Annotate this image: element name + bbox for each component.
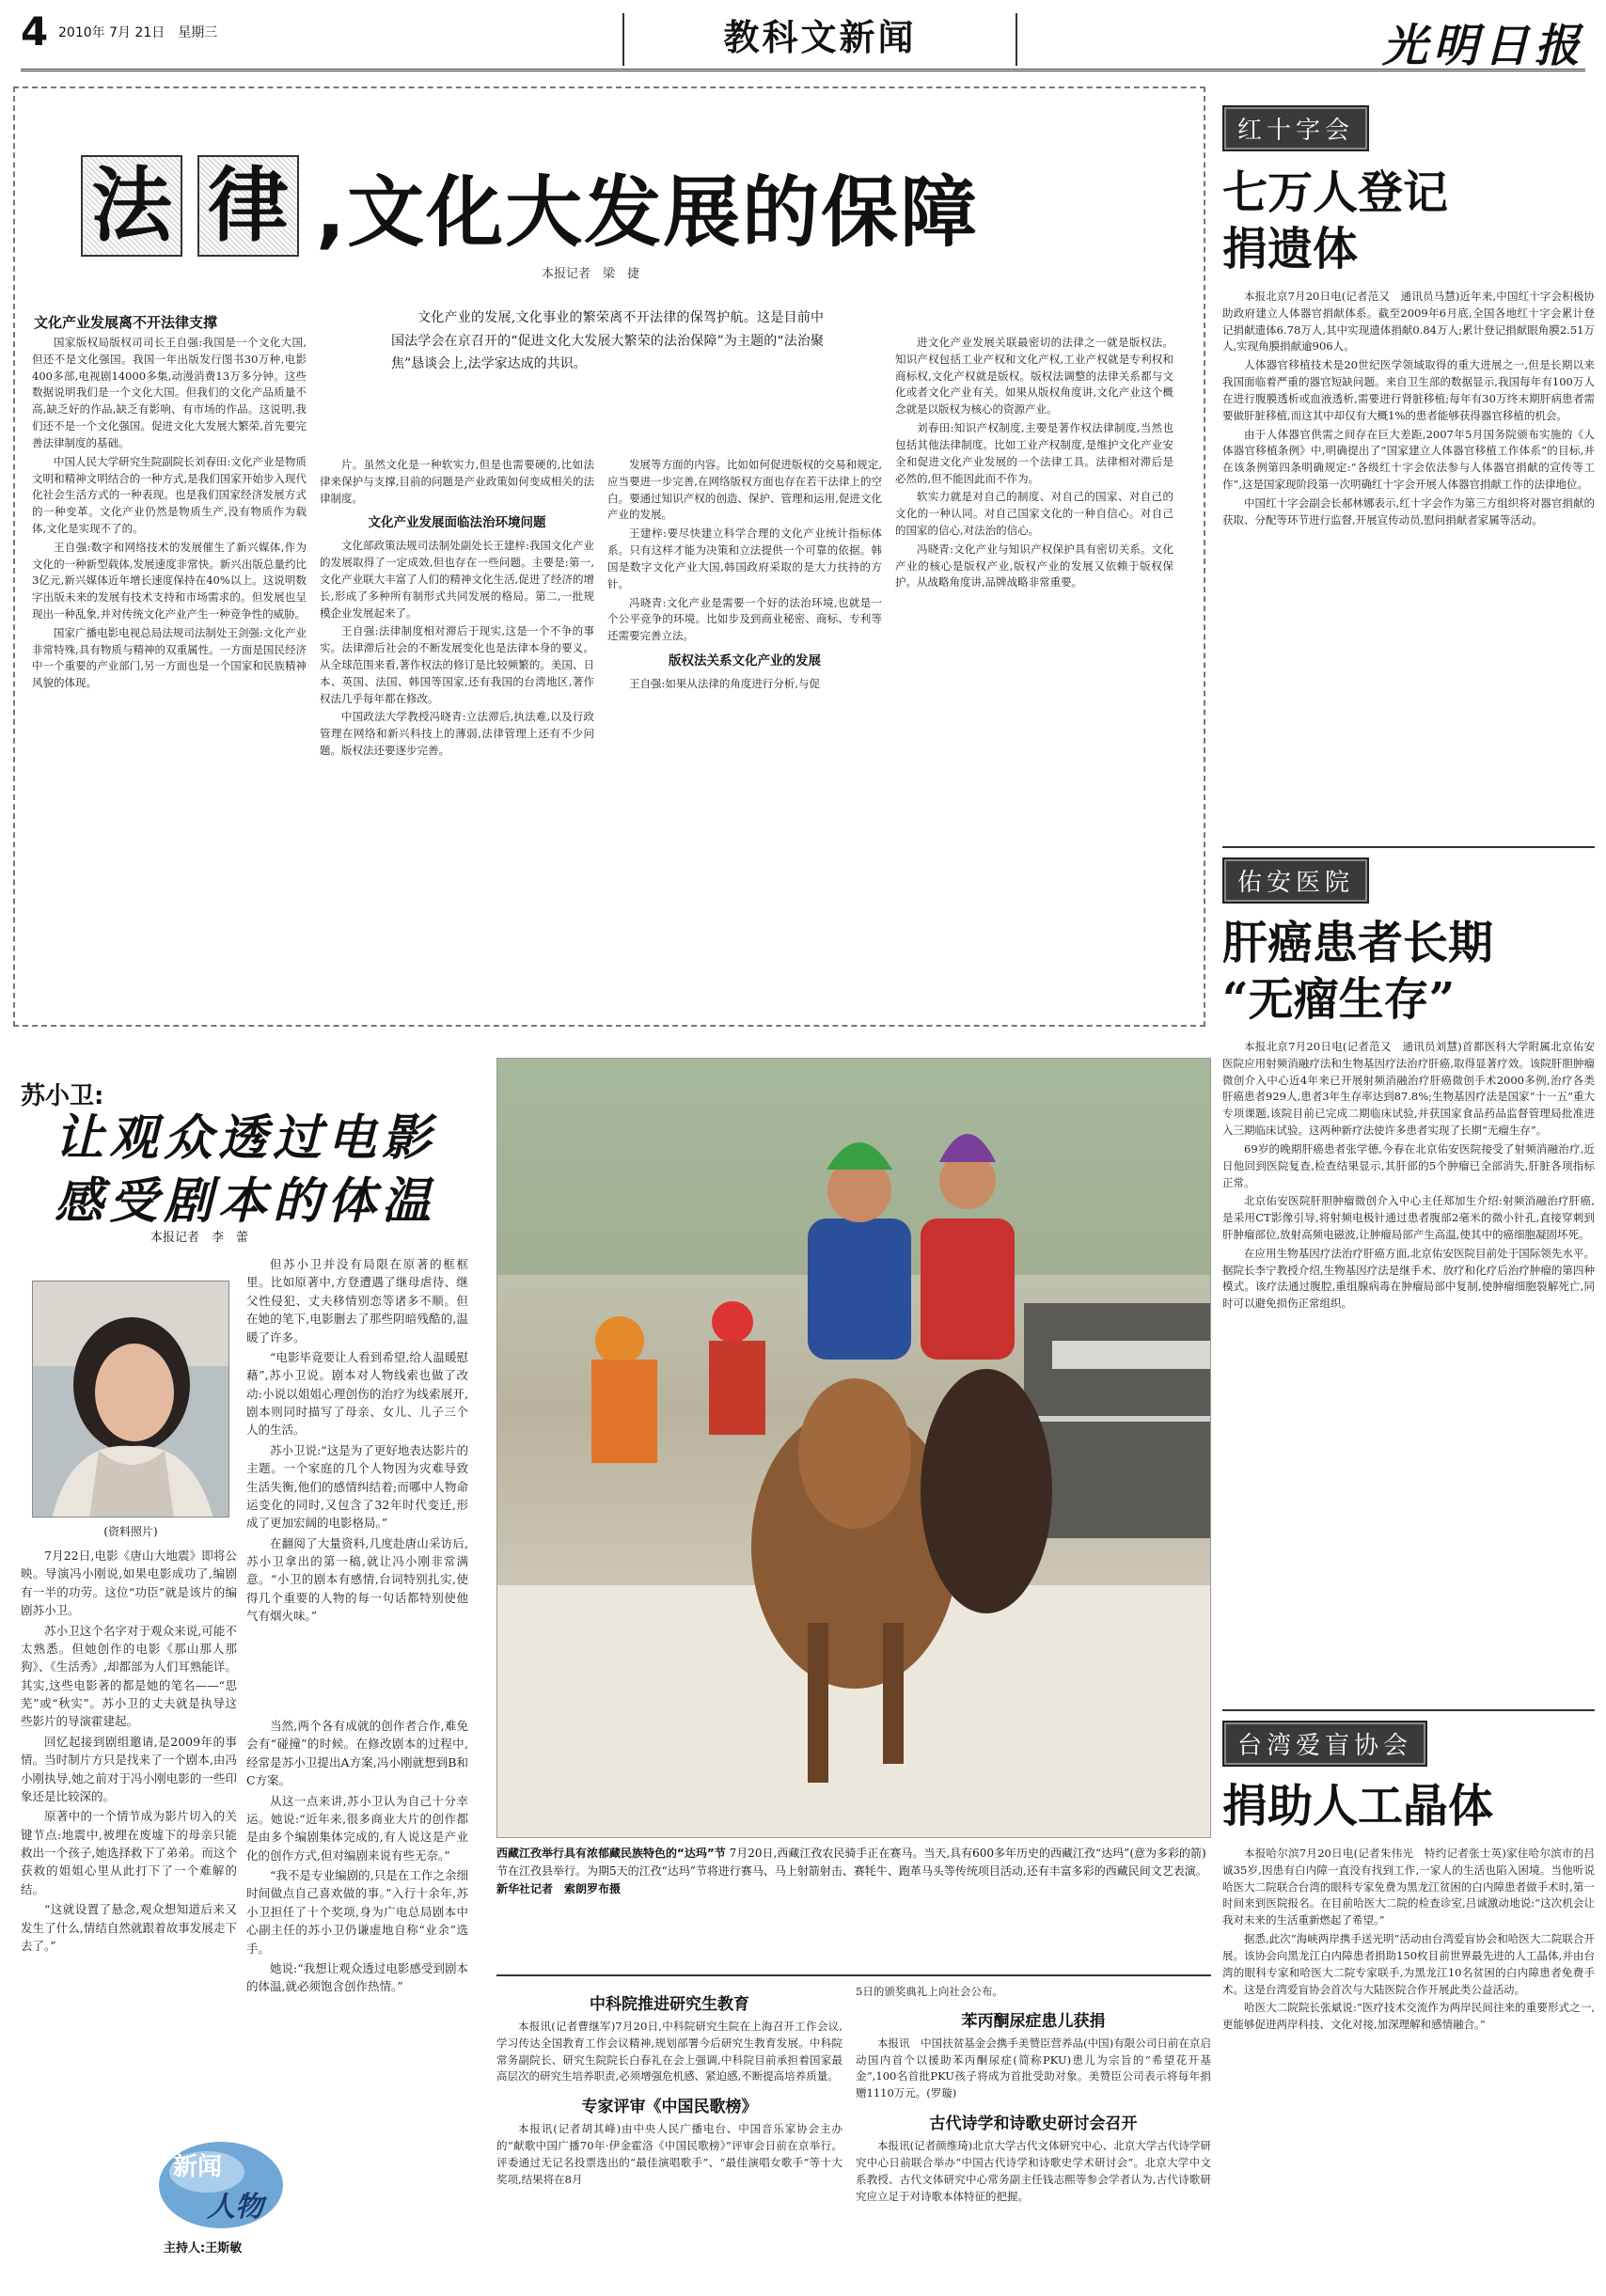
headline-line: 七万人登记 xyxy=(1222,166,1449,219)
article-liver-cancer xyxy=(1222,1039,1595,1313)
paragraph: 王自强:法律制度相对滞后于现实,这是一个不争的事实。法律滞后社会的不断发展变化也是法律本身的要义。从全球范围来看,著作权法的修订是比较频繁的。美国、日本、英国、法国、韩国等国家,还有我国的台湾地区,著作权法几乎每年都在修改。 xyxy=(320,624,594,705)
headline-liver-cancer xyxy=(1222,915,1595,1028)
feature-kicker: 苏小卫: xyxy=(21,1082,104,1110)
headline-text: ,文化大发展的保障 xyxy=(316,167,980,258)
brief-title: 专家评审《中国民歌榜》 xyxy=(581,2098,758,2117)
paragraph: 中国人民大学研究生院副院长刘春田:文化产业是物质文明和精神文明结合的一种方式,是我们国家开始步入现代化社会生活方式的一种表现。也是我们国家经济发展方式的一种变革。文化产业仍然是物质生产,没有物质作为载体,文化是实现不了的。 xyxy=(32,454,307,535)
headline-line: 肝癌患者长期 xyxy=(1222,917,1494,969)
right-column-3 xyxy=(1222,1709,1595,2036)
right-column-2 xyxy=(1222,846,1595,1314)
headline-line: “无瘤生存” xyxy=(1222,973,1456,1026)
portrait-caption: (资料照片) xyxy=(103,1525,158,1538)
article-lens-donation xyxy=(1222,1846,1595,2034)
paragraph: 软实力就是对自己的制度、对自己的国家、对自己的文化的一种认同。对自己国家文化的一种自信心。对自己的国家的信心,对法治的信心。 xyxy=(895,490,1173,537)
headline-lens-donation xyxy=(1222,1778,1595,1834)
paragraph: 在应用生物基因疗法治疗肝癌方面,北京佑安医院目前处于国际领先水平。据院长李宁教授介绍,生物基因疗法是继手术、放疗和化疗后治疗肿瘤的第四种模式。该疗法通过腹腔,重组腺病毒在肿瘤局部中复制,使肿瘤细胞裂解死亡,同时可以避免损伤正常组织。 xyxy=(1222,1246,1595,1311)
lead-subhead-3: 版权法关系文化产业的发展 xyxy=(669,653,821,668)
feature-byline: 本报记者 李 蕾 xyxy=(150,1231,249,1245)
brief-body: 本报讯(记者颜维琦)北京大学古代文体研究中心、北京大学古代诗学研究中心日前联合举办“中国古代诗学和诗歌史学术研讨会”。北京大学中文系教授、古代文体研究中心常务副主任钱志熙等参会学者认为,古代诗歌研究应立足于对诗歌本体特征的把握。 xyxy=(856,2139,1211,2203)
paragraph: 片。虽然文化是一种软实力,但是也需要硬的,比如法律来保护与支撑,目前的问题是产业政策如何变成相关的法律制度。 xyxy=(320,458,594,505)
section-tag-red-cross: 红十字会 xyxy=(1222,105,1369,151)
headline-char-fa: 法 xyxy=(81,155,182,257)
portrait-image xyxy=(33,1282,229,1518)
divider xyxy=(496,1974,1211,1976)
photo-caption-text: 7月20日,西藏江孜农民骑手正在赛马。当天,具有600多年历史的西藏江孜“达玛”(意为多彩的箭)节在江孜县举行。为期5天的江孜“达玛”节将进行赛马、马上射箭射击、赛牦牛、跑革马头等传统项目活动,还有丰富多彩的西藏民间文艺表演。 xyxy=(496,1847,1207,1879)
brief-title: 中科院推进研究生教育 xyxy=(590,1995,749,2014)
lead-subhead-2: 文化产业发展面临法治环境问题 xyxy=(368,515,546,531)
lead-article xyxy=(13,86,1205,1027)
paragraph: 原著中的一个情节成为影片切入的关键节点:地震中,被埋在废墟下的母亲只能救出一个孩子,她选择救下了弟弟。而这个获救的姐姐心里从此打下了一个难解的结。 xyxy=(21,1809,237,1896)
paragraph: 冯晓青:文化产业与知识产权保护具有密切关系。文化产业的核心是版权产业,版权产业的发展又依赖于版权保护。从战略角度讲,品牌战略非常重要。 xyxy=(895,542,1173,590)
paragraph: 当然,两个各有成就的创作者合作,难免会有“碰撞”的时候。在修改剧本的过程中,经常是苏小卫提出A方案,冯小刚就想到B和C方案。 xyxy=(246,1719,468,1788)
paragraph: 发展等方面的内容。比如如何促进版权的交易和规定,应当要进一步完善,在网络版权方面也存在若干法律上的空白。要通过知识产权的创造、保护、管理和运用,促进文化产业的发展。 xyxy=(607,458,882,522)
news-people-logo xyxy=(150,2127,291,2258)
paragraph: 王自强:数字和网络技术的发展催生了新兴媒体,作为文化的一种新型载体,发展速度非常快。新兴出版总量约比3亿元,新兴媒体近年增长速度保持在40%以上。这说明数字出版未来的发展有技术支持和市场需求的。但发展也呈现出一种乱象,并对传统文化产业产生一种竞争性的威胁。 xyxy=(32,540,307,621)
paragraph: 苏小卫说:“这是为了更好地表达影片的主题。一个家庭的几个人物因为灾难导致生活失衡,他们的感情纠结着;而哪中人物命运变化的同时,又包含了32年时代变迁,形成了更加宏阔的电影格局。” xyxy=(246,1442,468,1531)
photo-credit: 新华社记者 索朗罗布摄 xyxy=(496,1882,622,1896)
lead-column-3 xyxy=(607,457,882,695)
brief-body: 本报讯 中国扶贫基金会携手美赞臣营养品(中国)有限公司日前在京启动国内首个以援助苯丙酮尿症(简称PKU)患儿为宗旨的“希望花开基金”,100名首批PKU孩子将成为首批受助对象。美赞臣公司表示将每年捐赠1110万元。(罗璇) xyxy=(856,2036,1211,2100)
paragraph: 苏小卫这个名字对于观众来说,可能不太熟悉。但她创作的电影《那山那人那狗》、《生活秀》,却都部为人们耳熟能详。其实,这些电影著的都是她的笔名——“思芜”或“秋实”。苏小卫的丈夫就是执导这些影片的导演霍建起。 xyxy=(21,1623,237,1729)
horse-race-image xyxy=(497,1059,1211,1838)
paragraph: 从这一点来讲,苏小卫认为自己十分幸运。她说:“近年来,很多商业大片的创作都是由多个编剧集体完成的,有人说这是产业化的创作方式,但对编剧来说有些无奈。” xyxy=(246,1793,468,1863)
paragraph: 7月22日,电影《唐山大地震》即将公映。导演冯小刚说,如果电影成功了,编剧有一半的功劳。这位“功臣”就是该片的编剧苏小卫。 xyxy=(21,1549,237,1618)
lead-column-1 xyxy=(32,335,307,694)
feature-column-2 xyxy=(246,1255,468,1628)
headline-line: 捐遗体 xyxy=(1222,223,1359,275)
right-column xyxy=(1222,105,1595,530)
paragraph: 进文化产业发展关联最密切的法律之一就是版权法。知识产权包括工业产权和文化产权,工业产权就是专利权和商标权,文化产权就是版权。版权法调整的法律关系都与文化或者文化产业有关。如果从版权角度讲,文化产业这个概念就是以版权为核心的资源产业。 xyxy=(895,336,1173,417)
newspaper-name: 光明日报 xyxy=(1381,20,1585,72)
paragraph: 中国红十字会副会长郝林娜表示,红十字会作为第三方组织将对器官捐献的获取、分配等环节进行监督,开展宣传动员,慰问捐献者家属等活动。 xyxy=(1222,495,1595,527)
lead-column-2 xyxy=(320,457,594,762)
brief-cas xyxy=(496,1984,842,2189)
horse-race-photo xyxy=(496,1058,1211,1838)
paragraph: 本报哈尔滨7月20日电(记者朱伟光 特约记者张士英)家住哈尔滨市的吕诚35岁,因患有白内障一直没有找到工作,一家人的生活也陷入困境。当他听说哈医大二院联合台湾的眼科专家免费为黑龙江贫困的白内障患者做手术时,第一时间来到医院报名。在目前哈医大二院的检查诊室,吕诚激动地说:“这次机会让我对未来的生活重新燃起了希望。” xyxy=(1222,1847,1595,1927)
brief-title: 苯丙酮尿症患儿获捐 xyxy=(961,2011,1106,2031)
paragraph: 国家版权局版权司司长王自强:我国是一个文化大国,但还不是文化强国。我国一年出版发行图书30万种,电影400多部,电视剧14000多集,动漫消费13万多分钟。这些数据说明我们是一个文化大国。但我们的文化产品质量不高,缺乏好的作品,缺乏有影响、有市场的作品。这说明,我们还不是一个文化强国。促进文化大发展大繁荣,首先要完善法律制度的基础。 xyxy=(32,336,307,449)
divider xyxy=(1222,1709,1595,1711)
section-tag-youan-hospital: 佑安医院 xyxy=(1222,857,1369,904)
brief-body: 本报讯(记者胡其峰)由中央人民广播电台、中国音乐家协会主办的“献歌中国广播70年·伊金霍洛《中国民歌榜》”评审会日前在京举行。评委通过无记名投票选出的“最佳演唱歌手”、“最佳演唱女歌手”等十大奖项,结果将在8月 xyxy=(496,2122,842,2186)
paragraph: 但苏小卫并没有局限在原著的框框里。比如原著中,方登遭遇了继母虐待、继父性侵犯、丈夫移情别恋等诸多不顺。但在她的笔下,电影删去了那些阴暗残酷的,温暖了许多。 xyxy=(246,1257,468,1345)
paragraph: 69岁的晚期肝癌患者张学德,今春在北京佑安医院接受了射频消融治疗,近日他回到医院复查,检查结果显示,其肝部的5个肿瘤已全部消失,肝脏各项指标正常。 xyxy=(1222,1141,1595,1189)
article-red-cross xyxy=(1222,289,1595,528)
paragraph: 本报北京7月20日电(记者范又 通讯员马慧)近年来,中国红十字会积极协助政府建立人体器官捐献体系。截至2009年6月底,全国各地红十字会累计登记捐献遗体6.78万人,其中实现遗体捐献0.84万人;累计登记捐献眼角膜2.51万人,实现角膜捐献逾906人。 xyxy=(1222,290,1595,354)
logo-host: 主持人:王斯敏 xyxy=(164,2241,243,2256)
paragraph: 回忆起接到剧组邀请,是2009年的事情。当时制片方只是找来了一个剧本,由冯小刚执导,她之前对于冯小刚电影的一些印象还是比较深的。 xyxy=(21,1734,237,1803)
paragraph: 中国政法大学教授冯晓青:立法滞后,执法难,以及行政管理在网络和新兴科技上的薄弱,法律管理上还有不少问题。版权法还要逐步完善。 xyxy=(320,710,594,758)
paragraph: 王建梓:要尽快建立科学合理的文化产业统计指标体系。只有这样才能为决策和立法提供一个可靠的依据。韩国是数字文化产业大国,韩国政府采取的是大力扶持的方针。 xyxy=(607,527,882,590)
issue-date: 2010年 7月 21日 星期三 xyxy=(58,25,218,40)
headline-red-cross xyxy=(1222,165,1595,277)
lead-column-4 xyxy=(895,335,1173,593)
paragraph: 她说:“我想让观众透过电影感受到剧本的体温,就必须饱含创作热情。” xyxy=(246,1960,468,1994)
paragraph: “电影毕竟要让人看到希望,给人温暖慰藉”,苏小卫说。剧本对人物线索也做了改动:小说以姐姐心理创伤的治疗为线索展开,剧本则同时描写了母亲、女儿、儿子三个人的生活。 xyxy=(246,1349,468,1438)
logo-line-1: 新闻 xyxy=(173,2153,223,2181)
paragraph: 由于人体器官供需之间存在巨大差距,2007年5月国务院颁布实施的《人体器官移植条例》中,明确提出了“国家建立人体器官移植工作体系”的目标,并在该条例第四条明确规定:“各级红十字会依法参与人体器官捐献的宣传等工作”,这是国家现阶段第一次明确红十字会开展人体器官捐献工作的法律地位。 xyxy=(1222,427,1595,491)
paragraph: 冯晓青:文化产业是需要一个好的法治环境,也就是一个公平竞争的环境。比如步及到商业秘密、商标、专利等还需要完善立法。 xyxy=(607,595,882,643)
section-title: 教科文新闻 xyxy=(622,13,1017,66)
divider xyxy=(1222,846,1595,848)
photo-caption-title: 西藏江孜举行具有浓郁藏民族特色的“达玛”节 xyxy=(496,1847,726,1860)
headline-char-lv: 律 xyxy=(197,155,299,257)
paragraph: 人体器官移植技术是20世纪医学领域取得的重大进展之一,但是长期以来我国面临着严重的器官短缺问题。来自卫生部的数据显示,我国每年有100万人在进行腹膜透析或血液透析,需要进行肾脏移植;每年有30万终末期肝病患者需要做肝脏移植,而这其中却仅有大概1%的患者能够获得器官移植的机会。 xyxy=(1222,358,1595,422)
headline-line: 感受剧本的体温 xyxy=(55,1172,437,1230)
lead-subhead-1: 文化产业发展离不开法律支撑 xyxy=(34,314,218,331)
brief-right xyxy=(856,1984,1211,2205)
headline-line: 让观众透过电影 xyxy=(55,1109,437,1167)
paragraph: 国家广播电影电视总局法规司法制处王剑强:文化产业非常特殊,具有物质与精神的双重属性。一方面是国民经济中一个重要的产业部门,另一方面也是一个国家和民族精神风貌的体现。 xyxy=(32,625,307,690)
paragraph: “这就设置了悬念,观众想知道后来又发生了什么,情结自然就跟着故事发展走下去了。” xyxy=(21,1902,237,1953)
feature-column-1 xyxy=(21,1547,237,1957)
brief-body: 本报讯(记者曹继军)7月20日,中科院研究生院在上海召开工作会议,学习传达全国教育工作会议精神,规划部署今后研究生教育发展。中科院常务副院长、研究生院院长白春礼在会上强调,中科院目前承担着国家最高层次的研究生培养职责,必须增强危机感、紧迫感,不断提高培养质量。 xyxy=(496,2020,842,2084)
headline-line: 捐助人工晶体 xyxy=(1222,1780,1494,1832)
brief-continued: 5日的颁奖典礼上向社会公布。 xyxy=(856,1985,1003,1998)
brief-title: 古代诗学和诗歌史研讨会召开 xyxy=(929,2115,1138,2134)
lead-byline: 本报记者 梁 捷 xyxy=(542,267,640,281)
paragraph: 哈医大二院院长张斌说:“医疗技术交流作为两岸民间往来的重要形式之一,更能够促进两岸科技、文化对接,加深理解和感情融合。” xyxy=(1222,2001,1595,2032)
paragraph: 刘春田:知识产权制度,主要是著作权法律制度,当然也包括其他法律制度。比如工业产权制度,是维护文化产业安全和促进文化产业发展的一个法律工具。法律相对滞后是必然的,但不能因此而不作为。 xyxy=(895,421,1173,485)
feature-headline xyxy=(55,1108,436,1233)
paragraph: “我不是专业编剧的,只是在工作之余细时间做点自己喜欢做的事。”入行十余年,苏小卫担任了十个奖项,身为广电总局剧本中心副主任的苏小卫仍谦虚地自称“业余”选手。 xyxy=(246,1868,468,1956)
lead-intro: 文化产业的发展,文化事业的繁荣离不开法律的保驾护航。这是目前中国法学会在京召开的“促进文化大发展大繁荣的法治保障”为主题的“法治聚焦”恳谈会上,法学家达成的共识。 xyxy=(391,310,824,371)
paragraph: 本报北京7月20日电(记者范又 通讯员刘慧)首都医科大学附属北京佑安医院应用射频消融疗法和生物基因疗法治疗肝癌,取得显著疗效。该院肝胆肿瘤微创介入中心近4年来已开展射频消融治疗肝癌微创手术2000多例,治疗各类肝癌患者929人,患者3年生存率达到87.8%;生物基因疗法是国家“十一五”重大专项课题,该院目前已完成二期临床试验,并获国家食品药品监督管理局批准进入三期临床试验。这两种新疗法使许多患者实现了长期“无瘤生存”。 xyxy=(1222,1040,1595,1138)
feature-column-3 xyxy=(246,1717,468,1998)
page-number: 4 xyxy=(21,8,49,55)
lead-headline xyxy=(81,145,979,267)
logo-line-2: 人物 xyxy=(207,2191,263,2224)
masthead xyxy=(21,6,1585,71)
paragraph: 在翻阅了大量资料,几度赴唐山采访后,苏小卫拿出的第一稿,就让冯小刚非常满意。“小卫的剧本有感情,台词特别扎实,使得几个重要的人物的每一句话都特别使他气有烟火味。” xyxy=(246,1535,468,1624)
paragraph: 王自强:如果从法律的角度进行分析,与促 xyxy=(629,676,821,690)
paragraph: 北京佑安医院肝胆肿瘤微创介入中心主任郑加生介绍:射频消融治疗肝癌,是采用CT影像引导,将射频电极针通过患者腹部2毫米的微小针孔,直接穿刺到肝肿瘤部位,放射高频电磁波,让肿瘤局部产生高温,使其中的癌细胞凝固坏死。 xyxy=(1222,1194,1595,1241)
photo-caption xyxy=(496,1845,1211,1899)
section-tag-taiwan-association: 台湾爱盲协会 xyxy=(1222,1721,1427,1767)
portrait-photo xyxy=(32,1281,229,1518)
paragraph: 据悉,此次“海峡两岸携手送光明”活动由台湾爱盲协会和哈医大二院联合开展。该协会向黑龙江白内障患者捐助150枚目前世界最先进的人工晶体,并由台湾的眼科专家和哈医大二院专家联手,为黑龙江10名贫困的白内障患者免费手术。这是台湾爱盲协会首次与大陆医院合作开展此类公益活动。 xyxy=(1222,1932,1595,1996)
paragraph: 文化部政策法规司法制处副处长王建梓:我国文化产业的发展取得了一定成效,但也存在一些问题。主要是:第一,文化产业联大丰富了人们的精神文化生活,促进了经济的增长,形成了多种所有制形式共同发展的格局。第二,一批规模企业发展起来了。 xyxy=(320,539,594,620)
